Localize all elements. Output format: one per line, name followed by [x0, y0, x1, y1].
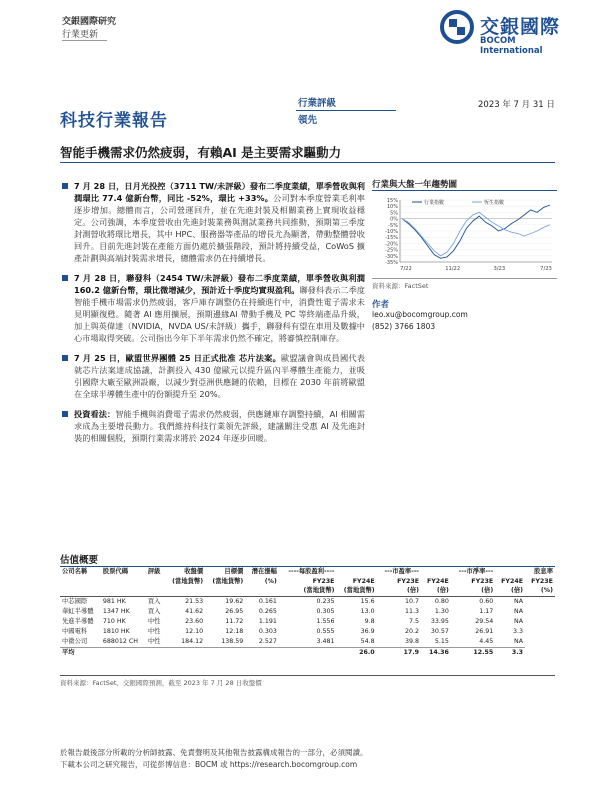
table-row	[60, 596, 555, 607]
disclaimer	[60, 747, 555, 771]
table-source: 資料來源：FactSet、交銀國際預測，截至 2023 年 7 月 28 日收盤價	[60, 675, 555, 687]
table-header-cell: 評級	[147, 568, 161, 575]
table-cell: 33.95	[430, 617, 449, 625]
table-header-cell: (倍)	[421, 586, 451, 596]
table-header-cell: FY24E	[426, 577, 449, 585]
y-tick-label: -25%	[385, 247, 398, 254]
table-cell: 0.60	[479, 597, 494, 605]
table-cell: 0.161	[258, 597, 277, 605]
table-cell: 3.481	[316, 637, 335, 645]
table-cell: 華虹半導體	[62, 607, 94, 615]
table-cell: 23.60	[185, 617, 204, 625]
rating-block	[298, 96, 336, 128]
table-cell: 中國電科	[62, 627, 88, 635]
y-tick-label: -20%	[385, 241, 398, 248]
table-cell: 26.0	[337, 647, 377, 658]
x-tick-label: 7/23	[540, 266, 552, 272]
valuation-table	[60, 567, 555, 658]
y-tick-label: -5%	[388, 222, 398, 229]
table-header-row	[60, 567, 555, 577]
bullet-text: 聯發科表示二季度智能手機市場需求仍然疲弱，客戶庫存調整仍在持續進行中，消費性電子需求未見明顯復甦。隨著 AI 應用擴展，預期邊緣AI 帶動手機及 PC 等終端產品升級，加上與英偉達（NVIDIA，NVDA US/未評級）攜手，聯發科有望在車用及數據中心市場取得突破。公司指出今年下半年需求仍然不確定，將審慎控制庫存。	[74, 285, 365, 343]
table-cell: 買入	[147, 607, 161, 615]
table-header-cell	[421, 567, 451, 577]
table-row	[60, 637, 555, 648]
report-title: 科技行業報告	[60, 111, 168, 131]
table-header-cell	[101, 586, 146, 596]
table-cell: 5.15	[434, 637, 449, 645]
report-date: 2023 年 7 月 31 日	[478, 100, 555, 110]
table-cell: 19.62	[225, 597, 244, 605]
table-header-cell: (當地貨幣)	[337, 586, 377, 596]
table-header-cell	[205, 586, 245, 596]
table-cell: 9.8	[364, 617, 375, 625]
table-header-cell: (當地貨幣)	[172, 577, 204, 585]
table-cell: 11.72	[225, 617, 244, 625]
company-logo	[440, 8, 580, 56]
logo-chinese-name: 交銀國際	[480, 16, 561, 38]
x-tick-label: 7/22	[400, 266, 412, 272]
table-cell: 1.191	[258, 617, 277, 625]
table-cell: 7.5	[409, 617, 420, 625]
table-header-cell	[165, 586, 205, 596]
table-cell: 20.2	[405, 627, 420, 635]
table-cell: 12.10	[185, 627, 204, 635]
y-tick-label: 15%	[386, 198, 398, 204]
table-row	[60, 607, 555, 617]
table-cell: 10.7	[405, 597, 420, 605]
analyst-phone: (852) 3766 1803	[372, 322, 436, 331]
table-header-cell	[495, 567, 525, 577]
table-cell: 1.30	[434, 607, 449, 615]
bullet-item	[60, 408, 365, 444]
table-cell: 41.62	[185, 607, 204, 615]
table-cell: 26.95	[225, 607, 244, 615]
chart-source: 資料來源：FactSet	[372, 278, 557, 290]
table-row	[60, 617, 555, 627]
table-cell: 981 HK	[102, 597, 126, 605]
bocom-logo-icon	[440, 10, 474, 44]
table-cell: 先進半導體	[62, 617, 94, 625]
table-cell: 12.18	[225, 627, 244, 635]
legend-label: 恆生指數	[484, 200, 505, 206]
table-cell: 3.3	[513, 627, 524, 635]
analyst-label: 作者	[372, 300, 390, 310]
table-cell	[146, 647, 165, 658]
table-header-cell: 潛在漲幅	[251, 568, 277, 575]
bullet-lead: 投資看法：	[74, 409, 116, 419]
report-type-label: 行業更新	[62, 30, 99, 40]
table-cell: 2.527	[258, 637, 277, 645]
table-header-cell: 目標價	[224, 568, 244, 575]
table-cell: 1.17	[479, 607, 494, 615]
table-header-cell	[101, 577, 146, 587]
table-cell: 11.3	[405, 607, 420, 615]
table-header-cell	[60, 577, 101, 587]
table-cell: 中微公司	[62, 637, 88, 645]
trend-chart	[372, 192, 557, 272]
table-cell: 0.305	[316, 607, 335, 615]
rating-divider	[296, 110, 396, 111]
table-cell: 138.59	[221, 637, 244, 645]
bullet-lead: 7 月 25 日，歐盟世界團體 25 日正式批准 芯片法案。	[74, 353, 281, 363]
table-header-row	[60, 586, 555, 596]
table-header-cell	[60, 586, 101, 596]
table-cell: NA	[514, 617, 524, 625]
bullet-text: 智能手機與消費電子需求仍然疲弱，供應鏈庫存調整持續，AI 相關需求成為主要增長動力。我們維持科技行業領先評級，建議關注受惠 AI 及先進封裝的相關個股，預期行業需求將於 2024 年逐步回暖。	[74, 409, 365, 443]
table-header-cell: (倍)	[451, 586, 495, 596]
table-cell: 36.9	[360, 627, 375, 635]
table-header-cell: 股票代碼	[102, 568, 128, 575]
table-cell: 14.36	[421, 647, 451, 658]
y-tick-label: 0%	[390, 216, 398, 223]
valuation-title: 估值概要	[60, 555, 99, 566]
headline: 智能手機需求仍然疲弱，有賴AI 是主要需求驅動力	[60, 145, 342, 160]
table-cell: 0.80	[434, 597, 449, 605]
y-tick-label: 10%	[386, 204, 398, 211]
table-cell	[245, 647, 279, 658]
table-cell: 中性	[147, 617, 161, 625]
table-cell: 1810 HK	[102, 627, 130, 635]
table-row	[60, 627, 555, 637]
table-cell	[165, 647, 205, 658]
headline-divider	[60, 162, 555, 163]
table-header-cell: ---市淨率---	[458, 568, 494, 575]
table-cell: 30.57	[430, 627, 449, 635]
series-line	[402, 205, 550, 258]
table-cell: 0.303	[258, 627, 277, 635]
table-header-cell: FY23E	[312, 577, 335, 585]
x-tick-label: 11/22	[445, 266, 461, 272]
header-divider	[62, 40, 107, 41]
logo-english-name: BOCOM International	[480, 36, 543, 56]
table-cell: 1.556	[316, 617, 335, 625]
table-header-row	[60, 577, 555, 587]
bullet-item	[60, 352, 365, 400]
table-header-cell	[146, 586, 165, 596]
table-header-cell: FY23E	[471, 577, 494, 585]
table-header-cell	[337, 567, 377, 577]
table-cell: 26.91	[475, 627, 494, 635]
table-cell: 17.9	[377, 647, 421, 658]
bullet-item	[60, 180, 365, 264]
disclaimer-line: 於報告最後部分所載的分析師披露、免責聲明及其他報告披露構成報告的一部分，必須閱讀。	[60, 748, 368, 757]
table-cell	[101, 647, 146, 658]
table-header-cell: (當地貨幣)	[212, 577, 244, 585]
table-header-cell: (倍)	[495, 586, 525, 596]
y-tick-label: 5%	[390, 210, 398, 217]
table-header-cell: 股息率	[534, 568, 553, 575]
table-header-cell: (%)	[525, 586, 555, 596]
table-cell: 0.265	[258, 607, 277, 615]
table-cell: 3.3	[495, 647, 525, 658]
table-cell: 39.8	[405, 637, 420, 645]
disclaimer-line: 下載本公司之研究報告，可從彭博信息：BOCM 或 https://research.bocomgroup.com	[60, 760, 358, 769]
table-header-cell: FY23E	[397, 577, 420, 585]
table-cell: 688012 CH	[102, 637, 138, 645]
table-cell: 平均	[60, 647, 101, 658]
table-cell	[279, 647, 337, 658]
table-cell: NA	[514, 637, 524, 645]
rating-value: 領先	[298, 115, 318, 126]
y-tick-label: -15%	[385, 235, 398, 242]
table-total-row	[60, 647, 555, 658]
table-cell: NA	[514, 597, 524, 605]
table-cell: 0.235	[316, 597, 335, 605]
analyst-email[interactable]: leo.xu@bocomgroup.com	[372, 310, 468, 319]
table-header-cell: (當地貨幣)	[279, 586, 337, 596]
table-cell: 13.0	[360, 607, 375, 615]
bullet-lead: 7 月 28 日，聯發科（2454 TW/未評級）發布二季度業績，單季營收與利潤 160.2 億新台幣，環比微增減少，預計近十季度均實現盈利。	[74, 273, 365, 295]
rating-label: 行業評級	[298, 98, 337, 109]
chart-title: 行業與大盤一年趨勢圖	[372, 180, 458, 190]
table-header-cell: ----每股盈利----	[288, 568, 335, 575]
table-cell: 54.8	[360, 637, 375, 645]
table-cell: 1347 HK	[102, 607, 130, 615]
table-cell: 184.12	[181, 637, 204, 645]
table-header-cell	[146, 577, 165, 587]
chart-divider	[372, 190, 557, 191]
table-cell: 買入	[147, 597, 161, 605]
body-column	[60, 180, 365, 452]
table-cell: NA	[514, 607, 524, 615]
table-header-cell: (%)	[264, 577, 277, 585]
table-header-cell: FY23E	[531, 577, 553, 585]
table-cell: 29.54	[475, 617, 494, 625]
table-header-cell: (倍)	[377, 586, 421, 596]
table-cell: 710 HK	[102, 617, 126, 625]
table-cell: 中性	[147, 627, 161, 635]
bullet-item	[60, 272, 365, 344]
bullet-lead: 7 月 28 日，日月光投控（3711 TW/未評級）發布二季度業績，單季營收與利潤環比 77.4 億新台幣，同比 -52%，環比 +33%。	[74, 181, 365, 203]
table-cell: 中芯國際	[62, 597, 88, 605]
table-header-cell: 收盤價	[184, 568, 204, 575]
x-tick-label: 3/23	[493, 266, 506, 272]
table-header-cell: FY24E	[352, 577, 375, 585]
table-cell: 15.6	[360, 597, 375, 605]
legend-label: 行業指數	[424, 200, 445, 206]
table-cell	[205, 647, 245, 658]
table-header-cell	[245, 586, 279, 596]
table-cell: 0.555	[316, 627, 335, 635]
bullet-text: 公司對本季度營業毛利率逐步增加。總體而言，公司營運回升，並在先進封裝及相關業務上實現收益穩定。公司強調，本季度營收由先進封裝業務與測試業務共同推動，預期第三季度封測營收將環比增長，其中 HPC、服務器等產品的增長尤為顯著，帶動整體營收回升。目前先進封裝在產能方面仍處於擴張階段，預計將持續受益，CoWoS 擴產計劃與高端封裝需求增長，總體需求仍在持續增長。	[74, 193, 365, 263]
y-tick-label: -35%	[385, 260, 398, 266]
table-cell: 4.45	[479, 637, 494, 645]
brand-research-label: 交銀國際研究	[62, 17, 117, 27]
table-cell: 12.55	[451, 647, 495, 658]
table-header-cell: ---市盈率---	[384, 568, 420, 575]
table-header-cell: 公司名稱	[62, 568, 88, 575]
table-header-cell: FY24E	[501, 577, 524, 585]
y-tick-label: -30%	[385, 253, 398, 260]
table-cell: 中性	[147, 637, 161, 645]
bullet-text: 歐盟議會與成員國代表就芯片法案達成協議，計劃投入 430 億歐元以提升區內半導體生產能力，並吸引國際大廠至歐洲設廠，以減少對亞洲供應鏈的依賴，目標在 2030 年前將歐盟在全球半導體生產中的份額提升至 20%。	[74, 353, 365, 399]
y-tick-label: -10%	[385, 229, 398, 235]
table-cell: 21.53	[185, 597, 204, 605]
